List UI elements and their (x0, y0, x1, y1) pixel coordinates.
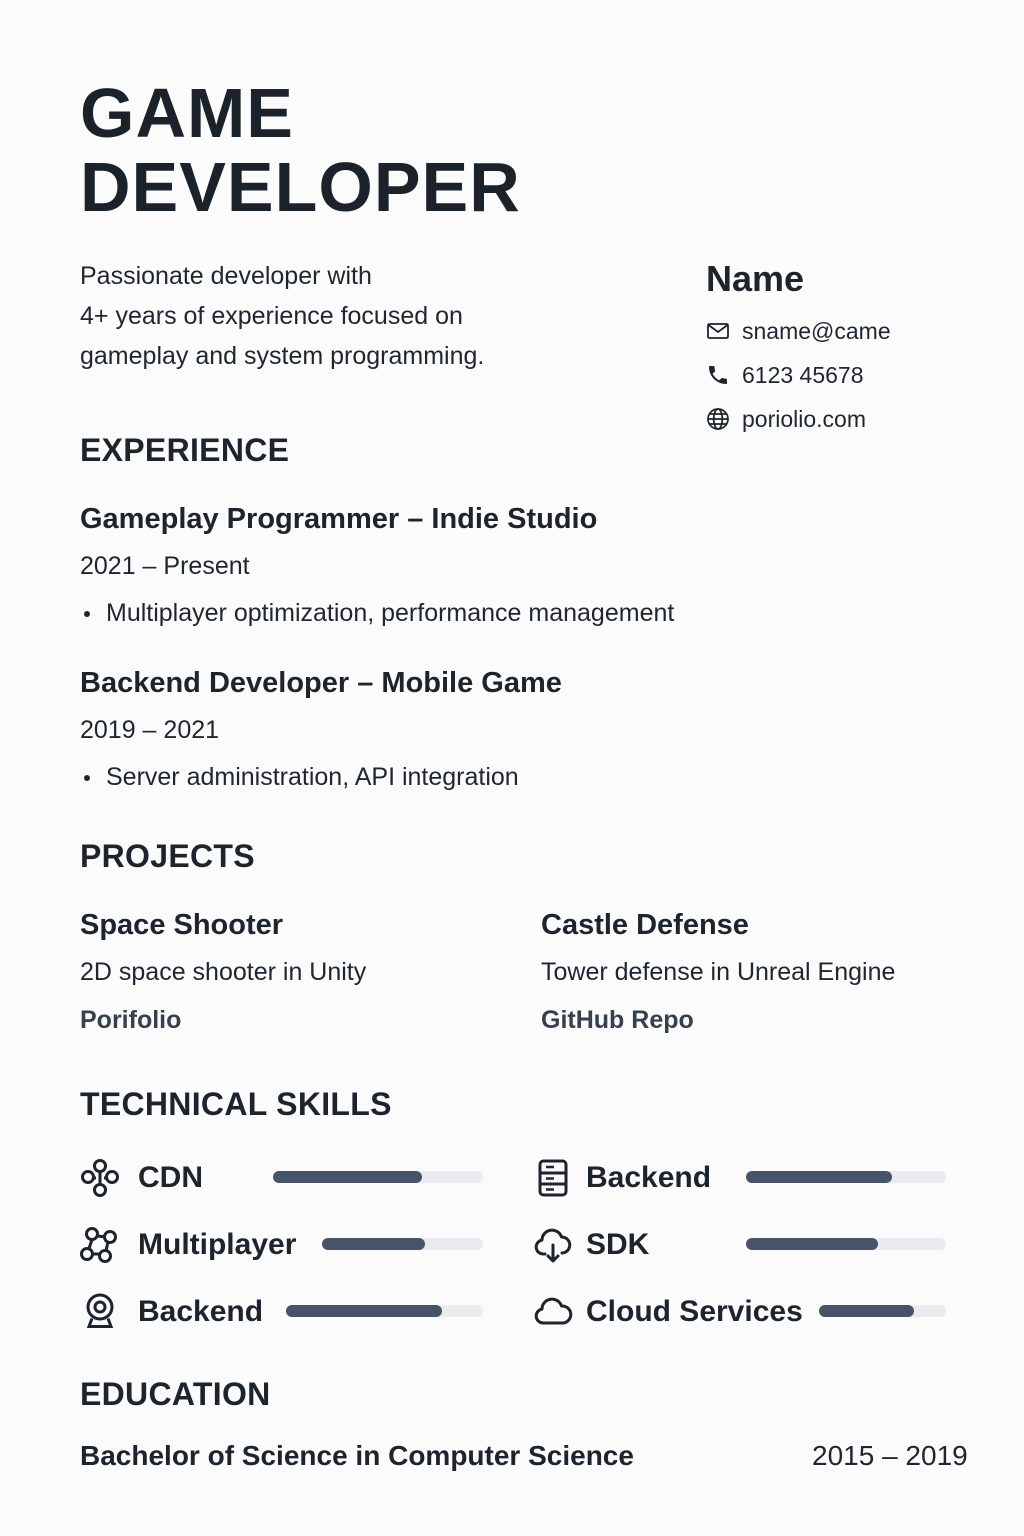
cloud-icon (532, 1291, 574, 1333)
website-text: poriolio.com (742, 405, 866, 432)
skill-bar (286, 1305, 483, 1317)
bullet-dot (84, 775, 90, 781)
skill-bar (746, 1238, 946, 1250)
project-description: 2D space shooter in Unity (80, 958, 367, 986)
title-line-1: GAME (80, 74, 294, 152)
phone-icon (706, 363, 730, 387)
email-text: sname@came (742, 317, 891, 344)
project-title: Space Shooter (80, 909, 284, 941)
contact-website[interactable] (706, 404, 866, 434)
summary-line: Passionate developer with (80, 262, 372, 290)
webcam-icon (79, 1291, 121, 1333)
summary-line: gameplay and system programming. (80, 342, 485, 370)
cloud-download-icon (532, 1224, 574, 1266)
contact-email[interactable] (706, 316, 891, 346)
skill-bar (819, 1305, 946, 1317)
skill-label: Multiplayer (138, 1228, 297, 1261)
mail-icon (706, 319, 730, 343)
contact-phone[interactable] (706, 360, 864, 390)
summary (80, 256, 640, 376)
education-degree: Bachelor of Science in Computer Science (80, 1440, 634, 1471)
skill-bar (273, 1171, 483, 1183)
skill-label: SDK (586, 1228, 650, 1261)
project-title: Castle Defense (541, 909, 749, 941)
project-description: Tower defense in Unreal Engine (541, 958, 896, 986)
project-link[interactable]: Porifolio (80, 1006, 182, 1034)
skill-bar-fill (273, 1171, 422, 1183)
section-education: EDUCATION (80, 1376, 271, 1412)
bullet-dot (84, 611, 90, 617)
summary-line: 4+ years of experience focused on (80, 302, 463, 330)
skill-bar-fill (286, 1305, 442, 1317)
job-bullet-text: Multiplayer optimization, performance management (106, 599, 675, 627)
skill-label: Backend (138, 1295, 264, 1328)
skill-label: CDN (138, 1161, 203, 1194)
job-dates: 2021 – Present (80, 552, 250, 580)
job-title: Gameplay Programmer – Indie Studio (80, 503, 598, 535)
page-title (80, 76, 521, 224)
job-bullet-text: Server administration, API integration (106, 763, 519, 791)
section-projects: PROJECTS (80, 838, 255, 874)
network-nodes-icon (79, 1224, 121, 1266)
skill-bar-fill (819, 1305, 914, 1317)
skill-bar (746, 1171, 946, 1183)
contact-name: Name (706, 258, 805, 299)
skill-bar-fill (746, 1171, 892, 1183)
skill-label: Cloud Services (586, 1295, 803, 1328)
section-experience: EXPERIENCE (80, 432, 290, 468)
project-link[interactable]: GitHub Repo (541, 1006, 694, 1034)
server-icon (532, 1157, 574, 1199)
skill-label: Backend (586, 1161, 712, 1194)
section-technical-skills: TECHNICAL SKILLS (80, 1086, 392, 1122)
education-dates: 2015 – 2019 (812, 1440, 968, 1471)
phone-text: 6123 45678 (742, 361, 864, 388)
skill-bar-fill (746, 1238, 878, 1250)
skill-bar-fill (322, 1238, 425, 1250)
nodes-cluster-icon (79, 1157, 121, 1199)
skill-bar (322, 1238, 483, 1250)
job-dates: 2019 – 2021 (80, 716, 220, 744)
job-bullet (80, 599, 674, 628)
globe-icon (706, 407, 730, 431)
job-bullet (80, 763, 519, 792)
title-line-2: DEVELOPER (80, 148, 521, 226)
job-title: Backend Developer – Mobile Game (80, 667, 562, 699)
